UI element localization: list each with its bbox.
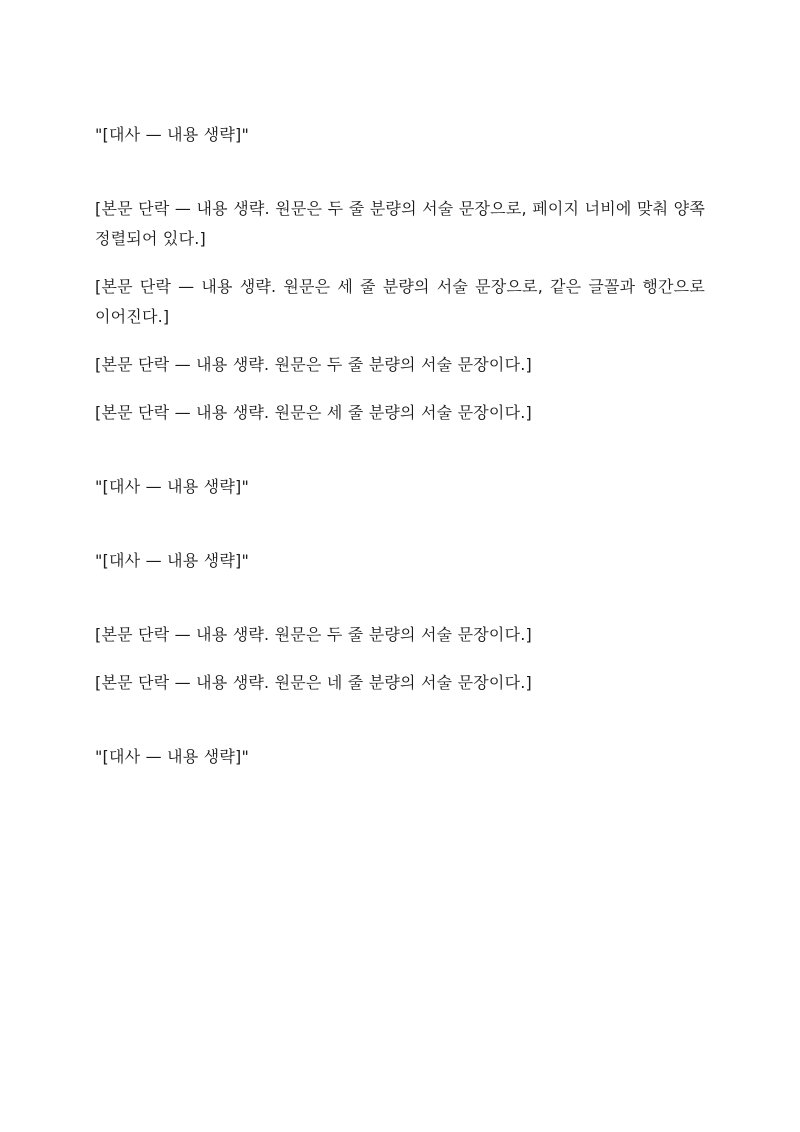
body-paragraph: [본문 단락 — 내용 생략. 원문은 네 줄 분량의 서술 문장이다.] (95, 673, 532, 692)
text-blocks (95, 120, 705, 772)
dialogue-line: "[대사 — 내용 생략]" (95, 747, 249, 766)
body-paragraph: [본문 단락 — 내용 생략. 원문은 두 줄 분량의 서술 문장으로, 페이지 너비에 맞춰 양쪽 정렬되어 있다.] (95, 199, 705, 248)
dialogue-line: "[대사 — 내용 생략]" (95, 477, 249, 496)
body-paragraph: [본문 단락 — 내용 생략. 원문은 두 줄 분량의 서술 문장이다.] (95, 625, 532, 644)
body-paragraph: [본문 단락 — 내용 생략. 원문은 세 줄 분량의 서술 문장이다.] (95, 403, 532, 422)
dialogue-line: "[대사 — 내용 생략]" (95, 125, 249, 144)
body-paragraph: [본문 단락 — 내용 생략. 원문은 세 줄 분량의 서술 문장으로, 같은 글꼴과 행간으로 이어진다.] (95, 277, 705, 326)
dialogue-line: "[대사 — 내용 생략]" (95, 551, 249, 570)
body-paragraph: [본문 단락 — 내용 생략. 원문은 두 줄 분량의 서술 문장이다.] (95, 355, 532, 374)
